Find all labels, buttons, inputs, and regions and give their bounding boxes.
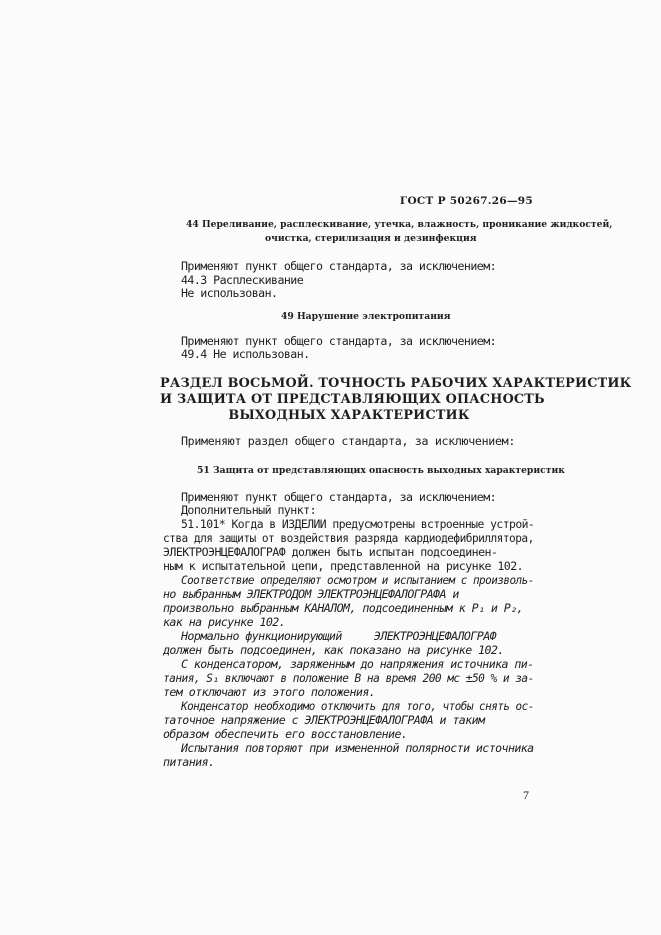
clause-51-italic-line: но выбранным ЭЛЕКТРОДОМ ЭЛЕКТРОЭНЦЕФАЛОГРАФА и (163, 587, 459, 601)
section-title-line: РАЗДЕЛ ВОСЬМОЙ. ТОЧНОСТЬ РАБОЧИХ ХАРАКТЕРИСТИК (160, 376, 632, 391)
clause-44-line: Не использован. (181, 286, 278, 300)
clause-49-line: Применяют пункт общего стандарта, за исключением: (181, 334, 497, 348)
clause-51-italic-line: должен быть подсоединен, как показано на рисунке 102. (163, 643, 504, 657)
page-number: 7 (523, 788, 529, 802)
clause-51-italic-line: Испытания повторяют при измененной полярности источника (181, 741, 534, 755)
clause-44-title-line2: очистка, стерилизация и дезинфекция (265, 233, 477, 244)
clause-49-title: 49 Нарушение электропитания (281, 311, 451, 322)
clause-51-italic-line: произвольно выбранным КАНАЛОМ, подсоединенным к P₁ и P₂, (163, 601, 524, 615)
standard-header: ГОСТ Р 50267.26—95 (399, 195, 533, 207)
clause-44-line: 44.3 Расплескивание (181, 273, 304, 287)
clause-51-italic-line: таточное напряжение с ЭЛЕКТРОЭНЦЕФАЛОГРАФА и таким (163, 713, 485, 727)
clause-51-line: ства для защиты от воздействия разряда кардиодефибриллятора, (163, 531, 534, 545)
clause-51-italic-line: как на рисунке 102. (163, 615, 286, 629)
clause-51-line: ным к испытательной цепи, представленной на рисунке 102. (163, 559, 524, 573)
section-intro: Применяют раздел общего стандарта, за исключением: (181, 434, 516, 448)
clause-51-italic-line: питания. (163, 755, 215, 769)
clause-51-italic-line: Нормально функционирующий ЭЛЕКТРОЭНЦЕФАЛОГРАФ (181, 629, 497, 643)
clause-51-italic-line: тания, S₁ включают в положение B на время 200 мс ±50 % и за- (163, 671, 534, 685)
clause-51-italic-line: образом обеспечить его восстановление. (163, 727, 408, 741)
section-title-line: И ЗАЩИТА ОТ ПРЕДСТАВЛЯЮЩИХ ОПАСНОСТЬ (160, 392, 545, 407)
clause-49-line: 49.4 Не использован. (181, 347, 310, 361)
clause-51-line: ЭЛЕКТРОЭНЦЕФАЛОГРАФ должен быть испытан подсоединен- (163, 545, 498, 559)
clause-51-line: Применяют пункт общего стандарта, за исключением: (181, 490, 497, 504)
clause-51-title: 51 Защита от представляющих опасность выходных характеристик (197, 465, 565, 476)
clause-51-italic-line: С конденсатором, заряженным до напряжения источника пи- (181, 657, 534, 671)
clause-51-line: 51.101* Когда в ИЗДЕЛИИ предусмотрены встроенные устрой- (181, 517, 535, 531)
clause-51-line: Дополнительный пункт: (181, 503, 317, 517)
clause-51-italic-line: тем отключают из этого положения. (163, 685, 376, 699)
clause-44-title-line1: 44 Переливание, расплескивание, утечка, влажность, проникание жидкостей, (186, 219, 613, 230)
clause-51-italic-line: Конденсатор необходимо отключить для того, чтобы снять ос- (181, 699, 534, 713)
clause-51-italic-line: Соответствие определяют осмотром и испытанием с произволь- (181, 573, 534, 587)
clause-44-line: Применяют пункт общего стандарта, за исключением: (181, 259, 497, 273)
section-title-line: ВЫХОДНЫХ ХАРАКТЕРИСТИК (228, 408, 470, 423)
